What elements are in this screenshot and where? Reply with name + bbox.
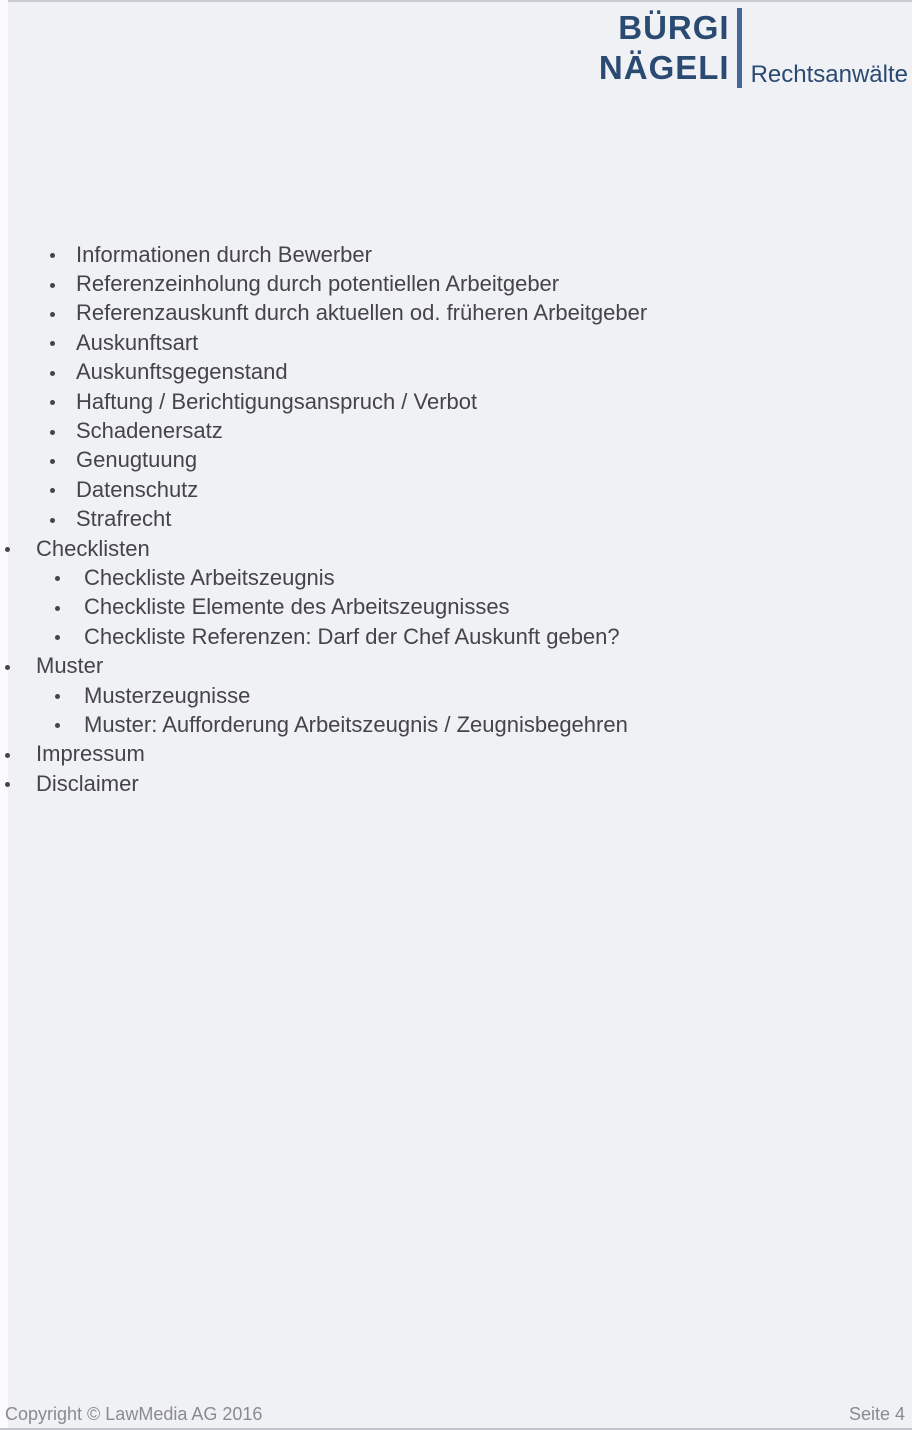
list-item — [0, 769, 912, 798]
bullet-icon — [50, 371, 55, 376]
list-item — [0, 505, 912, 534]
list-item — [0, 475, 912, 504]
list-item-text: Disclaimer — [36, 770, 139, 796]
logo-divider-bar — [737, 8, 742, 88]
list-item — [0, 299, 912, 328]
footer-page-number: Seite 4 — [848, 1404, 905, 1424]
list-item — [0, 651, 912, 680]
list-item-text: Genugtuung — [76, 447, 198, 473]
list-item — [0, 563, 912, 592]
logo-tagline: Rechtsanwälte — [750, 61, 908, 88]
bullet-icon — [50, 312, 55, 317]
list-item-text: Datenschutz — [76, 476, 199, 502]
list-item-text: Checkliste Arbeitszeugnis — [84, 564, 335, 590]
list-item — [0, 534, 912, 563]
list-item — [0, 622, 912, 651]
bullet-icon — [50, 283, 55, 288]
logo — [599, 8, 908, 88]
list-item — [0, 358, 912, 387]
bullet-icon — [50, 459, 55, 464]
outline-list — [0, 240, 912, 798]
list-item — [0, 446, 912, 475]
bullet-icon — [55, 576, 60, 581]
bullet-icon — [50, 430, 55, 435]
bullet-icon — [50, 488, 55, 493]
list-item-text: Muster — [36, 653, 104, 679]
list-item-text: Impressum — [36, 741, 145, 767]
list-item-text: Referenzauskunft durch aktuellen od. früheren Arbeitgeber — [76, 300, 648, 326]
list-item-text: Auskunftsgegenstand — [76, 359, 288, 385]
list-item-text: Haftung / Berichtigungsanspruch / Verbot — [76, 388, 478, 414]
bullet-icon — [50, 400, 55, 405]
list-item-text: Muster: Aufforderung Arbeitszeugnis / Zeugnisbegehren — [84, 711, 628, 737]
bullet-icon — [50, 341, 55, 346]
bullet-icon — [5, 753, 10, 758]
page-footer — [5, 1404, 905, 1425]
logo-line2: NÄGELI — [598, 49, 730, 86]
bullet-icon — [55, 723, 60, 728]
list-item — [0, 328, 912, 357]
list-item-text: Musterzeugnisse — [84, 682, 251, 708]
list-item-text: Schadenersatz — [76, 418, 223, 444]
list-item-text: Checklisten — [36, 535, 150, 561]
bullet-icon — [50, 518, 55, 523]
list-item — [0, 740, 912, 769]
footer-copyright: Copyright © LawMedia AG 2016 — [5, 1404, 263, 1424]
bullet-icon — [5, 665, 10, 670]
list-item — [0, 681, 912, 710]
page-top-edge — [0, 0, 912, 2]
list-item — [0, 416, 912, 445]
list-item-text: Informationen durch Bewerber — [76, 241, 372, 267]
list-item-text: Checkliste Elemente des Arbeitszeugnisses — [84, 594, 510, 620]
logo-line1: BÜRGI — [618, 9, 730, 46]
list-item-text: Referenzeinholung durch potentiellen Arbeitgeber — [76, 271, 560, 297]
list-item-text: Checkliste Referenzen: Darf der Chef Auskunft geben? — [84, 623, 620, 649]
bullet-icon — [5, 782, 10, 787]
bullet-icon — [50, 253, 55, 258]
list-item — [0, 269, 912, 298]
list-item-text: Auskunftsart — [76, 329, 199, 355]
list-item-text: Strafrecht — [76, 506, 172, 532]
bullet-icon — [55, 606, 60, 611]
list-item — [0, 387, 912, 416]
logo-wordmark — [599, 8, 730, 88]
bullet-icon — [55, 694, 60, 699]
list-item — [0, 240, 912, 269]
bullet-icon — [55, 635, 60, 640]
list-item — [0, 593, 912, 622]
list-item — [0, 710, 912, 739]
bullet-icon — [5, 547, 10, 552]
